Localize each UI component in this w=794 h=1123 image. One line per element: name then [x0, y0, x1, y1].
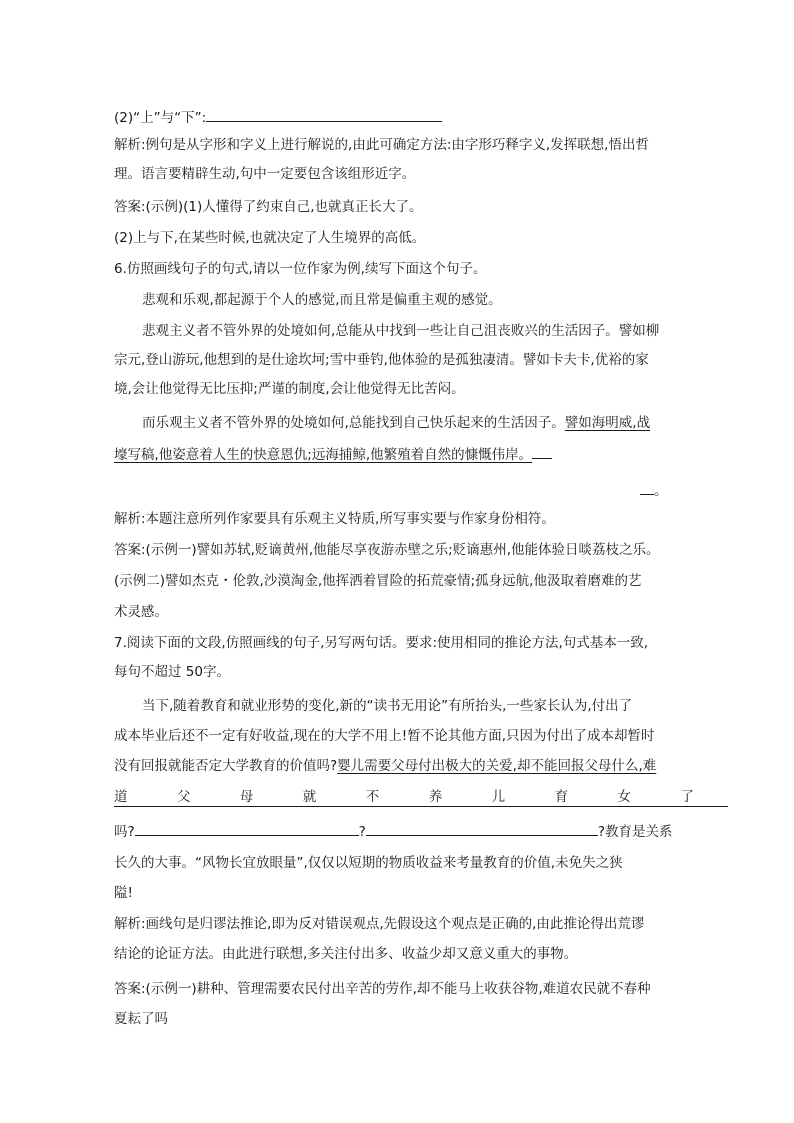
question-7-title: 每句不超过 50字。 [114, 664, 230, 680]
spread-char: 就 [302, 789, 317, 805]
analysis-line: 解析:本题注意所列作家要具有乐观主义特质,所写事实要与作家身份相符。 [114, 511, 555, 527]
underline-rule [114, 806, 682, 807]
answer-line: (2)上与下,在某些时候,也就决定了人生境界的高低。 [114, 230, 426, 246]
blank-line [114, 821, 673, 841]
answer-blank[interactable] [366, 821, 598, 836]
paragraph-line: 境,会让他觉得无比压抑;严谨的制度,会让他觉得无比苦闷。 [114, 381, 465, 397]
answer-line: 答案:(示例一)耕种、管理需要农民付出辛苦的劳作,却不能马上收获谷物,难道农民就不春种 [114, 981, 651, 997]
answer-blank[interactable] [532, 444, 552, 459]
underlined-model-sentence: 譬如海明威,战 [564, 415, 651, 431]
underlined-model-sentence: 壕写稿,他姿意着人生的快意恩仇;远海捕鲸,他繁殖着自然的慷慨伟岸。 [114, 447, 533, 463]
spread-char: 母 [239, 789, 254, 805]
answer-blank[interactable] [206, 107, 442, 122]
analysis-line: 解析:例句是从字形和字义上进行解说的,由此可确定方法:由字形巧释字义,发挥联想,悟出哲 [114, 137, 649, 153]
answer-line: 术灵感。 [114, 604, 168, 620]
answer-blank[interactable] [135, 821, 359, 836]
answer-line: 答案:(示例一)譬如苏轼,贬谪黄州,他能尽享夜游赤壁之乐;贬谪惠州,他能体验日啖荔枝之乐。 [114, 542, 660, 558]
paragraph-line: 悲观和乐观,都起源于个人的感觉,而且常是偏重主观的感觉。 [142, 292, 502, 308]
spread-char: 了 [680, 789, 694, 805]
analysis-line: 结论的论证方法。由此进行联想,多关注付出多、收益少却又意义重大的事物。 [114, 946, 578, 962]
spread-char: 不 [365, 789, 380, 805]
spread-char: 养 [428, 789, 443, 805]
paragraph-line: 宗元,登山游玩,他想到的是仕途坎坷;雪中垂钓,他体验的是孤独凄清。譬如卡夫卡,优裕的家 [114, 352, 649, 368]
question-7-title: 7.阅读下面的文段,仿照画线的句子,另写两句话。要求:使用相同的推论方法,句式基本一致, [114, 635, 649, 651]
spread-char: 道 [114, 789, 128, 805]
paragraph-line: 悲观主义者不管外界的处境如何,总能从中找到一些让自己沮丧败兴的生活因子。譬如柳 [142, 323, 660, 339]
underlined-model-sentence: 婴儿需要父母付出极大的关爱,却不能回报父母什么,难 [337, 758, 657, 774]
continuation-line [640, 480, 668, 500]
answer-line: 夏耘了吗 [114, 1011, 168, 1027]
paragraph-line: 当下,随着教育和就业形势的变化,新的“读书无用论”有所抬头,一些家长认为,付出了 [142, 698, 633, 714]
answer-line: (示例二)譬如杰克・伦敦,沙漠淘金,他挥洒着冒险的拓荒豪情;孤身远航,他汲取着磨难的艺 [114, 573, 642, 589]
answer-line: 答案:(示例)(1)人懂得了约束自己,也就真正长大了。 [114, 199, 423, 215]
paragraph-line [142, 414, 650, 432]
paragraph-line: 隘! [114, 885, 133, 901]
paragraph-text: 而乐观主义者不管外界的处境如何,总能找到自己快乐起来的生活因子。 [142, 415, 565, 431]
underlined-spread-line [114, 788, 694, 806]
item2-label: (2)“上”与“下”: [114, 110, 207, 126]
analysis-line: 理。语言要精辟生动,句中一定要包含该组形近字。 [114, 166, 416, 182]
spread-char: 女 [617, 789, 631, 805]
spread-char: 儿 [491, 789, 506, 805]
item2-line [114, 107, 442, 127]
question-6-title: 6.仿照画线句子的句式,请以一位作家为例,续写下面这个句子。 [114, 261, 487, 277]
blank-prefix: 吗? [114, 824, 135, 840]
spread-char: 父 [176, 789, 191, 805]
answer-blank[interactable] [640, 480, 654, 495]
period-mark: 。 [654, 483, 668, 499]
blank-suffix: ?教育是关系 [597, 824, 673, 840]
blank-mark: ? [358, 824, 366, 840]
answer-blank[interactable] [682, 806, 728, 807]
paragraph-line [114, 757, 656, 775]
paragraph-line [114, 444, 552, 464]
paragraph-line: 成本毕业后还不一定有好收益,现在的大学不用上!暂不论其他方面,只因为付出了成本却暂时 [114, 728, 655, 744]
spread-char: 育 [554, 789, 569, 805]
analysis-line: 解析:画线句是归谬法推论,即为反对错误观点,先假设这个观点是正确的,由此推论得出荒谬 [114, 916, 645, 932]
paragraph-line: 长久的大事。“风物长宜放眼量”,仅仅以短期的物质收益来考量教育的价值,未免失之狭 [114, 855, 623, 871]
paragraph-text: 没有回报就能否定大学教育的价值吗? [114, 758, 338, 774]
